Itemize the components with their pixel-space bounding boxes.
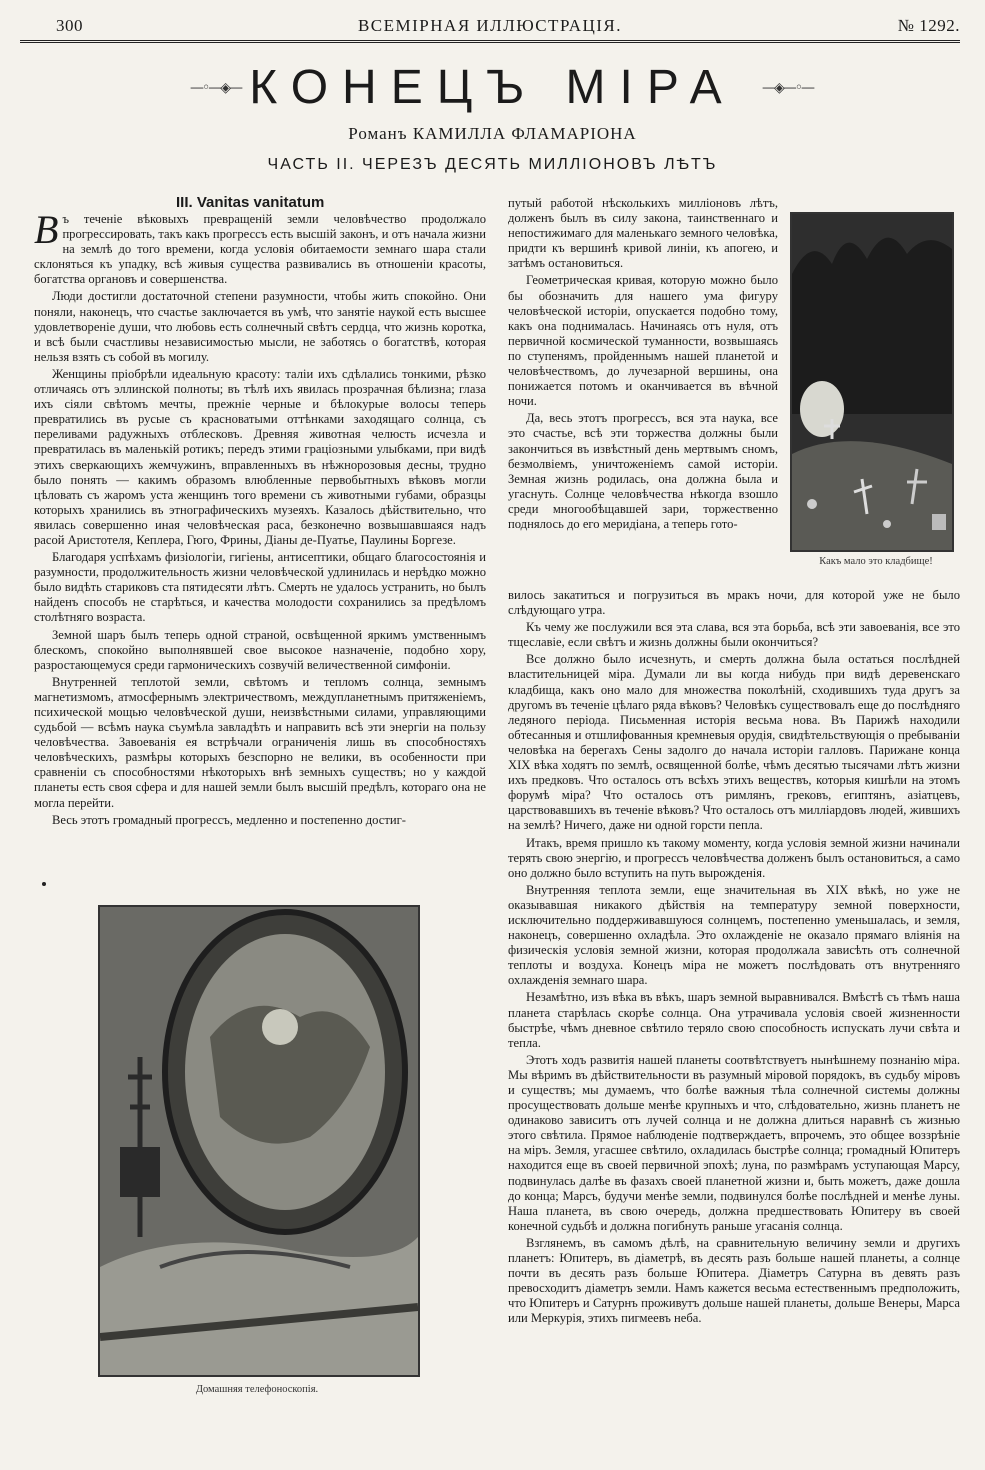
paragraph: Въ теченіе вѣковыхъ превращеній земли человѣчество продолжало прогрессировать, такъ какъ прогрессъ есть высшій законъ, и отъ начала жизни на землѣ до того времени, когда условія обитаемости земнаго шара стали склоняться къ упадку, всѣ живыя существа развивались въ отношеніи красоты, богатства органовъ и совершенства. xyxy=(34,212,486,287)
paragraph: Этотъ ходъ развитія нашей планеты соотвѣтствуетъ нынѣшнему познанію міра. Мы вѣримъ въ дѣйствительности въ разумный міровой порядокъ, въ судьбу міровъ и существъ; мы думаемъ, что болѣе важныя тѣла солнечной системы должны просуществовать дольше менѣе крупныхъ и что, слѣдовательно, жизнь планетъ не одинаково зависитъ отъ лучей солнца и не должна длиться наравнѣ съ жизнью этого свѣтила. Прямое наблюденіе подтверждаетъ, впрочемъ, это общее воззрѣніе на міръ. Земля, угасшее свѣтило, охладилась быстрѣе солнца; громадный Юпитеръ находится еще въ своей первичной эпохѣ; луна, по размѣрамъ уступающая Марсу, подвинулась далѣе въ фазахъ своей планетной жизни и, быть можетъ, даже дошла до конца; Марсъ, будучи менѣе земли, подвинулся болѣе послѣдней и менѣе луны. Наша планета, въ свою очередь, должна предшествовать Юпитеру въ своей конечной судьбѣ и должна погибнуть раньше угасанія солнца. xyxy=(508,1052,960,1233)
paragraph: Геометрическая кривая, которую можно было бы обозначить для нашего ума фигуру человѣческой исторіи, опускается подобно тому, какъ она поднималась. Начинаясь отъ нуля, отъ первичной космической туманности, возвышаясь по ступенямъ, пройденнымъ нашей планетой и человѣчествомъ, до лучезарной вершины, она понижается потомъ и оканчивается въ вѣчной ночи. xyxy=(508,273,778,409)
part-heading: ЧАСТЬ II. ЧЕРЕЗЪ ДЕСЯТЬ МИЛЛІОНОВЪ ЛѢТЪ xyxy=(267,156,718,173)
title-ornament-left: —◦—◈— xyxy=(190,80,242,96)
page-number: 300 xyxy=(56,16,83,35)
paragraph: Все должно было исчезнуть, и смерть должна была остаться послѣдней властительницей міра. Думали ли вы когда нибудь при видѣ деревенскаго кладбища, какъ оно мало для множества поколѣній, сходившихъ туда другъ за другомъ въ теченіе цѣлаго ряда вѣковъ? Человѣкъ существовалъ еще до послѣдняго ледяного періода. Письменная исторія весьма нова. Въ Парижѣ находили обтесанныя и отшлифованныя кремневыя орудія, свидѣтельствующія о пребываніи человѣка на берегахъ Сены задолго до начала исторіи галловъ. Парижане конца XIX вѣка ходятъ по землѣ, освященной болѣе, чѣмъ десятью тысячами лѣтъ жизни ихъ предковъ. Что осталось отъ всѣхъ этихъ веществъ, которыя кишѣли на этомъ форумѣ міра? Что осталось отъ римлянъ, грековъ, египтянъ, азіатцевъ, царствовавшихъ въ теченіе вѣковъ? Что осталось отъ милліардовъ людей, жившихъ на землѣ? Ничего, даже ни одной горсти пепла. xyxy=(508,652,960,833)
paragraph: Къ чему же послужили вся эта слава, вся эта борьба, всѣ эти завоеванія, все это тщеславіе, если свѣтъ и жизнь должны были окончиться? xyxy=(508,620,960,650)
paragraph: Люди достигли достаточной степени разумности, чтобы жить спокойно. Они поняли, наконецъ, что счастье заключается въ умѣ, что занятіе наукой есть высшее удовлетвореніе души, что любовь есть солнечный свѣтъ сердца, что жизнь коротка, и всѣ были счастливы независимостью мысли, не заботясь о богатствѣ, которая нельзя взять съ собой въ могилу. xyxy=(34,289,486,364)
paragraph: Взглянемъ, въ самомъ дѣлѣ, на сравнительную величину земли и другихъ планетъ: Юпитеръ, въ діаметрѣ, въ десять разъ больше нашей планеты, а солнце почти въ десять разъ больше Юпитера. Діаметръ Сатурна въ девять разъ превосходитъ діаметръ земли. Намъ кажется весьма естественнымъ предположить, что Юпитеръ и Сатурнъ проживутъ дольше нашей планеты, дольше Венеры, Марса или Меркурія, этихъ пигмеевъ неба. xyxy=(508,1235,960,1326)
right-column xyxy=(508,588,960,1408)
paragraph: Земной шаръ былъ теперь одной страной, освѣщенной яркимъ умственнымъ блескомъ, спокойно выполнявшей свое высокое назначеніе, подобно хору, разростающемуся среди гармоническихъ созвучій величественной симфоніи. xyxy=(34,627,486,672)
paragraph: вилось закатиться и погрузиться въ мракъ ночи, для которой уже не было слѣдующаго утра. xyxy=(508,588,960,618)
ornament-dot xyxy=(42,882,46,886)
paragraph: Весь этотъ громадный прогрессъ, медленно и постепенно достиг- xyxy=(52,812,406,827)
paragraph: Незамѣтно, изъ вѣка въ вѣкъ, шаръ земной выравнивался. Вмѣстѣ съ тѣмъ наша планета старѣлась скорѣе солнца. Она утрачивала условія своей жизненности быстрѣе, чѣмъ дневное свѣтило теряло свою способность испускать лучи свѣта и тепла. xyxy=(508,990,960,1050)
paragraph: Благодаря успѣхамъ физіологіи, гигіены, антисептики, общаго благосостоянія и разумности, продолжительность жизни человѣческой удлинилась и нерѣдко можно было видѣть стариковъ ста пятидесяти лѣтъ. Смерть не удалось устранить, но былъ найденъ способъ не старѣться, и качества молодости сохранились за предѣломъ столѣтняго возраста. xyxy=(34,550,486,625)
issue-number: № 1292. xyxy=(897,16,960,35)
article-subtitle: Романъ КАМИЛЛА ФЛАМАРІОНА xyxy=(348,124,637,143)
paragraph: Внутренней теплотой земли, свѣтомъ и тепломъ солнца, земнымъ магнетизмомъ, атмосфернымъ электричествомъ, междупланетнымъ притяженіемъ, психической мощью человѣческой души, неизвѣстными силами, управляющими судьбой — всѣмъ наука съумѣла завладѣть и направить всѣ эти энергіи на пользу человѣчества. Завоеванія ея встрѣчали ограниченія лишь въ способностяхъ человѣческихъ, размѣры которыхъ безспорно не велики, въ особенности при сравненіи съ способностями нѣкоторыхъ внѣ земныхъ существъ; но у каждой планеты есть своя сфера и для нашей земли былъ высшій предѣлъ, котораго она не могла перейти. xyxy=(34,674,486,810)
drop-cap: В xyxy=(34,212,59,252)
cemetery-caption: Какъ мало это кладбище! xyxy=(819,556,933,567)
paragraph: путый работой нѣсколькихъ милліоновъ лѣтъ, долженъ былъ въ силу закона, таинственнаго и непостижимаго для маленькаго земного человѣка, придти къ вершинѣ кривой линіи, къ апогею, и затѣмъ остановиться. xyxy=(508,196,778,271)
paragraph: Да, весь этотъ прогрессъ, вся эта наука, все это счастье, всѣ эти торжества должны были закончиться въ извѣстный день мертвымъ сномъ, безмолвіемъ, уничтоженіемъ самой исторіи. Земная жизнь родилась, она должна была и угаснуть. Солнце человѣчества нѣкогда взошло среди многообѣщавшей зари, торжественно поднялось до его меридіана, а теперь гото- xyxy=(508,411,778,531)
cemetery-illustration xyxy=(790,212,954,552)
paragraph: Итакъ, время пришло къ такому моменту, когда условія земной жизни начинали терять свою энергію, и прогрессъ человѣчества долженъ былъ остановиться, а само оно должно было вступить на путь вырожденія. xyxy=(508,835,960,880)
middle-column xyxy=(508,196,778,586)
telephonoscope-engraving xyxy=(100,907,418,1375)
paragraph: Женщины пріобрѣли идеальную красоту: таліи ихъ сдѣлались тонкими, рѣзко отличаясь отъ эллинской полноты; въ тѣлѣ ихъ явилась прозрачная бѣлизна; глаза ихъ сіяли свѣтомъ мечты, прежніе черные и бѣлокурые волосы теперь превратились въ русые съ красноватыми оттѣнками заходящаго солнца, съ переливами радужныхъ отблесковъ. Древняя животная челюсть исчезла и превратилась въ маленькій ротикъ; передъ этими граціозными улыбками, при видѣ этихъ сверкающихъ жемчужинъ, вправленныхъ въ нѣжнорозовыя десны, трудно было понять — какимъ образомъ влюбленные первобытныхъ вѣковъ могли цѣловать съ жаромъ уста женщинъ того времени съ животными губами, образцы которыхъ хранились въ этнографическихъ музеяхъ. Казалось дѣйствительно, что явилась совершенно иная человѣческая раса, безконечно возвышавшаяся надъ расой Аристотеля, Кеплера, Гюго, Фрины, Діаны де-Пуатье, Паулины Боргезе. xyxy=(34,366,486,547)
title-ornament-right: —◈—◦— xyxy=(762,80,814,96)
journal-title: ВСЕМІРНАЯ ИЛЛЮСТРАЦІЯ. xyxy=(357,16,623,35)
left-column xyxy=(34,212,486,867)
telephonoscope-caption: Домашняя телефоноскопія. xyxy=(195,1384,319,1395)
cemetery-engraving xyxy=(792,214,952,550)
article-title: КОНЕЦЪ МІРА xyxy=(249,61,736,114)
chapter-heading: III. Vanitas vanitatum xyxy=(176,194,325,211)
paragraph: Внутренняя теплота земли, еще значительная въ XIX вѣкѣ, но уже не оказывавшая никакого дѣйствія на температуру земной поверхности, исключительно поддерживавшуюся солнцемъ, постепенно уменьшалась, и земля, наконецъ, совершенно охладѣла. Это охлажденіе не оказало прямаго вліянія на физическія условія земной жизни, которая продолжала зависѣть отъ солнечной теплоты и воздуха. Конецъ міра не можетъ послѣдовать отъ внутренняго охлажденія земнаго шара. xyxy=(508,882,960,988)
page-header xyxy=(20,14,960,43)
telephonoscope-illustration xyxy=(98,905,420,1377)
